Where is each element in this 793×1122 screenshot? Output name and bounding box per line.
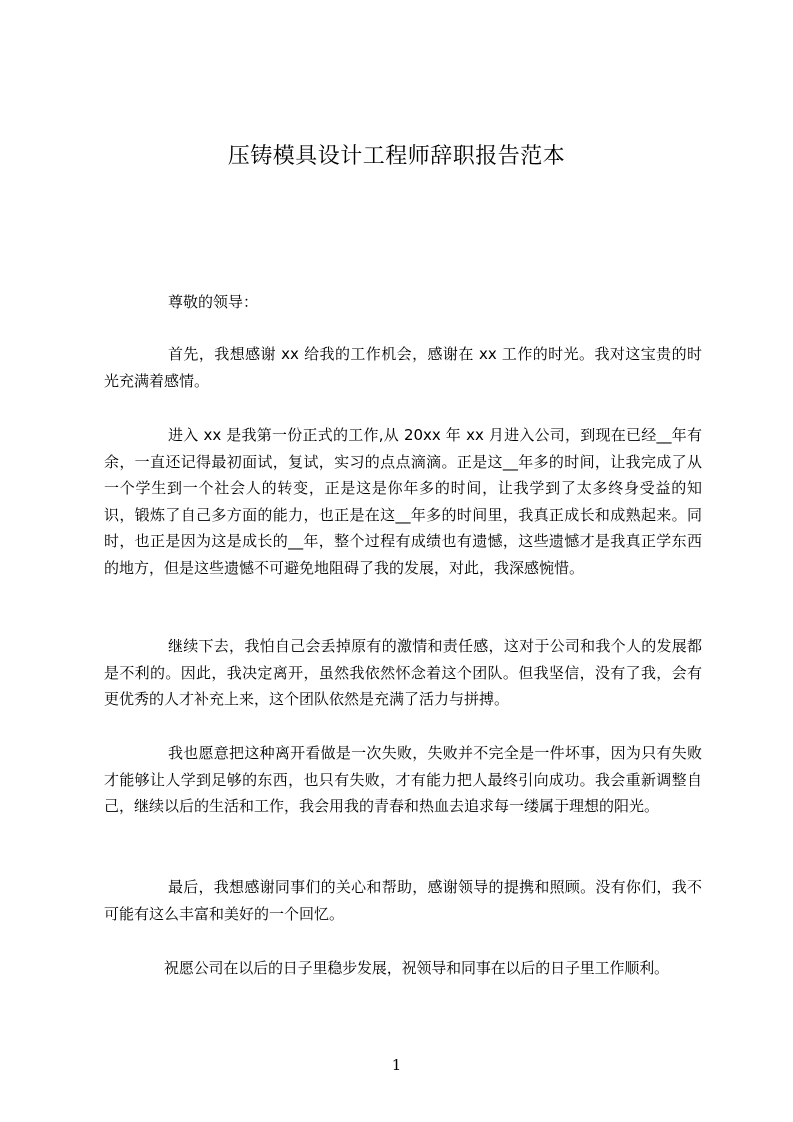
paragraph-4: 我也愿意把这种离开看做是一次失败，失败并不完全是一件坏事，因为只有失败才能够让人学到足够的东西，也只有失败，才有能力把人最终引向成功。我会重新调整自己，继续以后的生活和工作，我会用我的青春和热血去追求每一缕属于理想的阳光。 [104, 744, 702, 815]
closing-wishes: 祝愿公司在以后的日子里稳步发展，祝领导和同事在以后的日子里工作顺利。 [164, 959, 669, 977]
paragraph-5: 最后，我想感谢同事们的关心和帮助，感谢领导的提携和照顾。没有你们，我不可能有这么丰富和美好的一个回忆。 [104, 878, 702, 923]
document-title: 压铸模具设计工程师辞职报告范本 [227, 144, 566, 169]
paragraph-2: 进入 xx 是我第一份正式的工作,从 20xx 年 xx 月进入公司，到现在已经__年有余，一直还记得最初面试，复试，实习的点点滴滴。正是这__年多的时间，让我完成了从一个学生到一个社会人的转变，正是这是你年多的时间，让我学到了太多终身受益的知识，锻炼了自己多方面的能力，也正是在这__年多的时间里，我真正成长和成熟起来。同时，也正是因为这是成长的__年，整个过程有成绩也有遗憾，这些遗憾才是我真正学东西的地方，但是这些遗憾不可避免地阻碍了我的发展，对此，我深感惋惜。 [104, 426, 702, 577]
page-number: 1 [391, 1056, 402, 1074]
paragraph-3: 继续下去，我怕自己会丢掉原有的激情和责任感，这对于公司和我个人的发展都是不利的。因此，我决定离开，虽然我依然怀念着这个团队。但我坚信，没有了我，会有更优秀的人才补充上来，这个团队依然是充满了活力与拼搏。 [104, 637, 702, 708]
salutation: 尊敬的领导： [168, 293, 259, 311]
paragraph-1: 首先，我想感谢 xx 给我的工作机会，感谢在 xx 工作的时光。我对这宝贵的时光充满着感情。 [104, 345, 702, 390]
